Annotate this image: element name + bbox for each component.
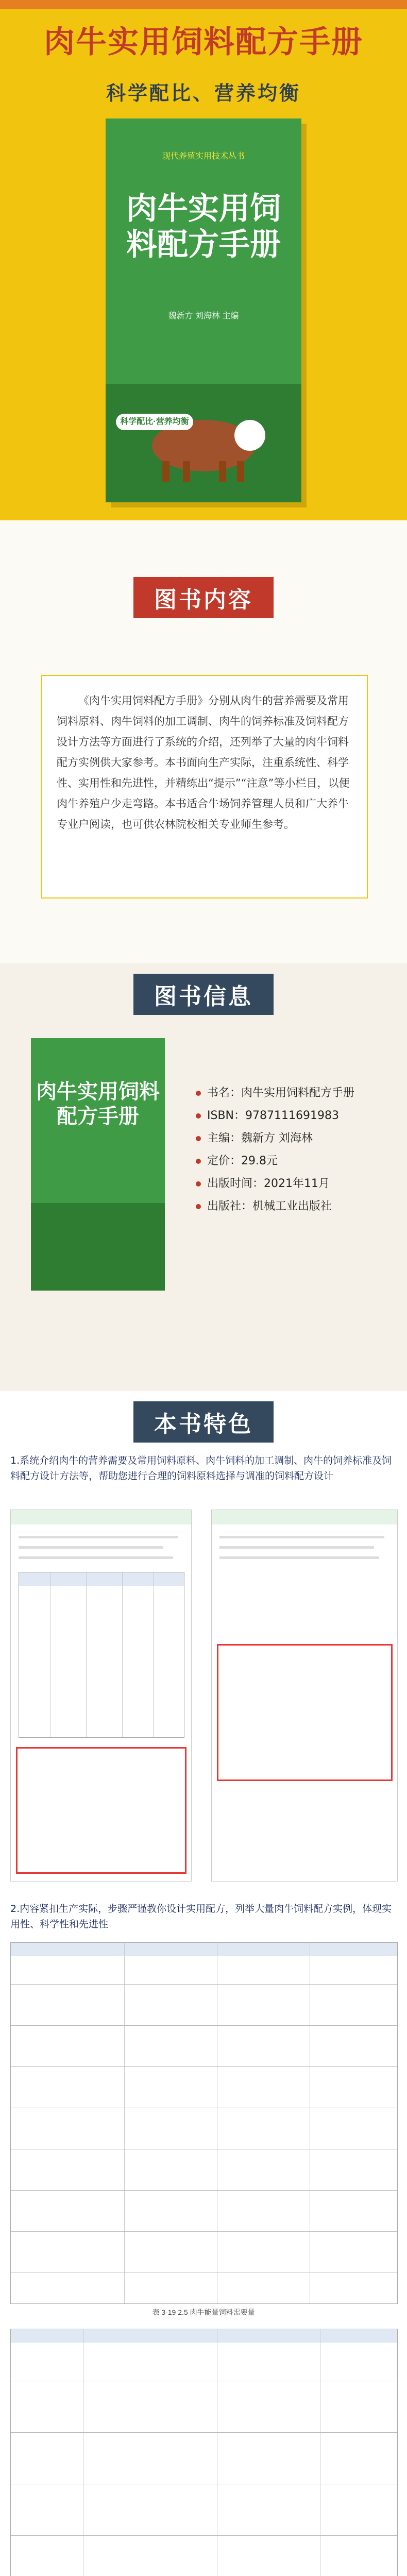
sample-page-header xyxy=(212,1510,397,1524)
features-section xyxy=(0,1391,407,2576)
intro-heading: 图书内容 xyxy=(133,577,274,618)
table-col-line xyxy=(153,1572,154,1737)
sample-page-1 xyxy=(10,1510,192,1882)
cover-authors: 魏新方 刘海林 主编 xyxy=(168,312,239,320)
top-stripe xyxy=(0,0,407,9)
table-row-line xyxy=(11,2231,397,2232)
table-header xyxy=(11,2329,397,2343)
sample-table xyxy=(19,1572,184,1738)
intro-section xyxy=(0,520,407,963)
info-row-title: 书名：肉牛实用饲料配方手册 xyxy=(196,1082,392,1105)
bullet-icon xyxy=(196,1181,201,1187)
table-caption-1: 表 3-19 2.5 肉牛能量饲料需要量 xyxy=(152,2308,255,2316)
info-row-date: 出版时间：2021年11月 xyxy=(196,1173,392,1195)
hero-banner xyxy=(0,0,407,520)
book-info-section xyxy=(0,963,407,1391)
intro-body: 《肉牛实用饲料配方手册》分别从肉牛的营养需要及常用饲料原料、肉牛饲料的加工调制、肉牛的饲养标准及饲料配方设计方法等方面进行了系统的介绍，还列举了大量的肉牛饲料配方实例供大家参考。本书面向生产实际，注重系统性、科学性、实用性和先进性，并精练出“提示”“注意”等小栏目，以便肉牛养殖户少走弯路。本书适合牛场饲养管理人员和广大养牛专业户阅读，也可供农林院校相关专业师生参考。 xyxy=(57,694,350,831)
bullet-icon xyxy=(196,1204,201,1209)
table-row-line xyxy=(11,2432,397,2433)
text-line xyxy=(19,1556,173,1559)
bullet-icon xyxy=(196,1136,201,1141)
info-row-price: 定价：29.8元 xyxy=(196,1150,392,1173)
features-heading: 本书特色 xyxy=(133,1401,274,1443)
table-col-line xyxy=(122,1572,123,1737)
text-line xyxy=(219,1556,379,1559)
text-line xyxy=(19,1536,178,1538)
info-cover-image xyxy=(31,1038,165,1291)
cover-series: 现代养殖实用技术丛书 xyxy=(162,152,245,161)
info-row-isbn: ISBN：9787111691983 xyxy=(196,1105,392,1127)
bullet-icon xyxy=(196,1159,201,1164)
table-header xyxy=(19,1572,184,1586)
info-cover-photo xyxy=(31,1203,165,1291)
info-cover-title: 肉牛实用饲料配方手册 xyxy=(36,1080,160,1128)
nutrition-table-2 xyxy=(10,2329,398,2576)
bullet-icon xyxy=(196,1113,201,1118)
table-header xyxy=(11,1943,397,1956)
text-line xyxy=(219,1536,384,1538)
cover-title: 肉牛实用饲料配方手册 xyxy=(126,191,281,263)
text-line xyxy=(19,1546,163,1549)
book-cover xyxy=(106,118,301,502)
table-row-line xyxy=(11,2066,397,2067)
cow-illustration-icon xyxy=(137,394,270,487)
table-row-line xyxy=(11,1984,397,1985)
info-row-editors: 主编：魏新方 刘海林 xyxy=(196,1127,392,1150)
page-subtitle: 科学配比、营养均衡 xyxy=(106,82,301,105)
bullet-icon xyxy=(196,1091,201,1096)
text-line xyxy=(219,1546,374,1549)
feature-point-2: 2.内容紧扣生产实际，步骤严谨教你设计实用配方，列举大量肉牛饲料配方实例，体现实用性、科学性和先进性 xyxy=(10,1903,392,1930)
sample-page-header xyxy=(11,1510,191,1524)
table-row-line xyxy=(11,2535,397,2536)
highlight-box xyxy=(16,1747,186,1874)
table-row-line xyxy=(11,2190,397,2191)
nutrition-table-1 xyxy=(10,1942,398,2304)
feature-point-1: 1.系统介绍肉牛的营养需要及常用饲料原料、肉牛饲料的加工调制、肉牛的饲养标准及饲料配方设计方法等，帮助您进行合理的饲料原料选择与调准的饲料配方设计 xyxy=(10,1455,392,1482)
highlight-box xyxy=(217,1644,393,1781)
cover-badge: 科学配比·营养均衡 xyxy=(116,414,193,430)
sample-page-2 xyxy=(211,1510,398,1882)
table-col-line xyxy=(124,1943,125,2303)
table-row-line xyxy=(11,2025,397,2026)
info-heading: 图书信息 xyxy=(133,974,274,1015)
table-col-line xyxy=(86,1572,87,1737)
page-title: 肉牛实用饲料配方手册 xyxy=(44,24,363,60)
cover-photo-area xyxy=(106,384,301,502)
info-list xyxy=(196,1082,392,1218)
info-row-publisher: 出版社：机械工业出版社 xyxy=(196,1195,392,1218)
